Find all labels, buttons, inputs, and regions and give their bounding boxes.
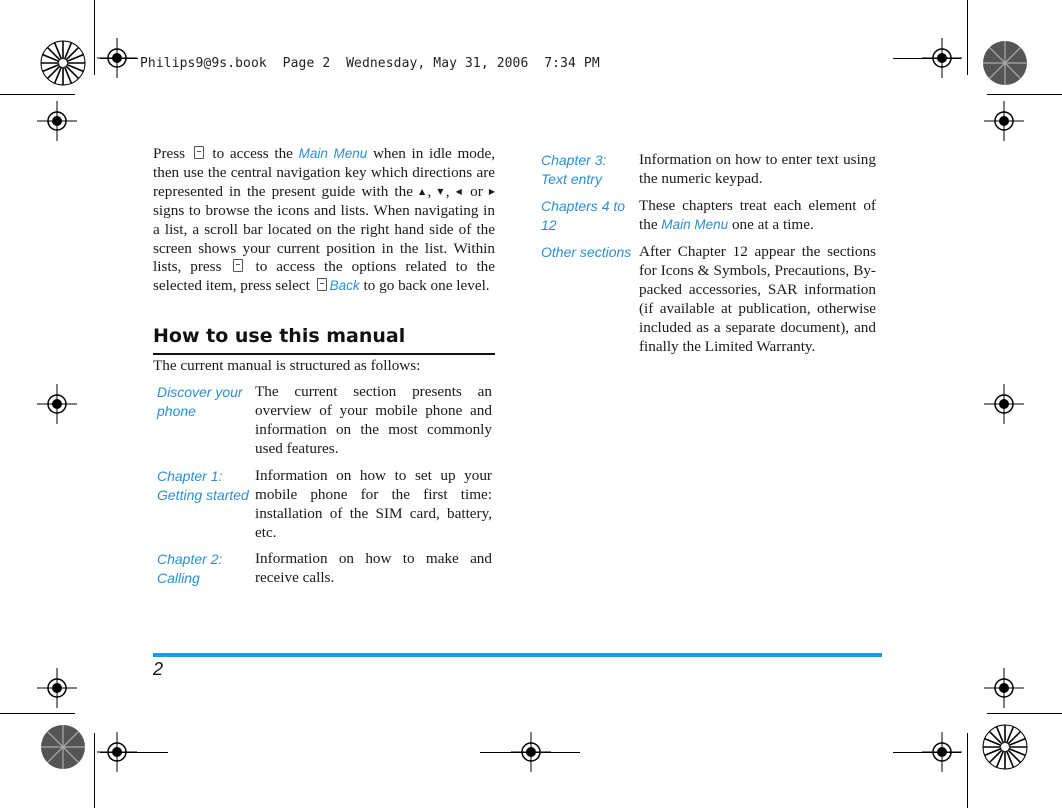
crop-mark (987, 94, 1062, 95)
file-stamp: Philips9@9s.book Page 2 Wednesday, May 31, 2006 7:34 PM (140, 56, 600, 71)
arrow-left-icon: ◀ (455, 186, 465, 196)
entry-term: Chapter 2: Calling (157, 551, 223, 586)
intro-text: to access the options related to the selected item, press select (153, 258, 495, 295)
entry-description-text: one at a time. (728, 215, 814, 233)
entry-description: After Chapter 12 appear the sections for Icons & Symbols, Precautions, By-packed accessories, SAR information (if available at publication, otherwise included as a separate document), and finally the Limited Warranty. (639, 243, 876, 355)
main-menu-link: Main Menu (661, 216, 729, 232)
registration-target-icon (37, 101, 77, 141)
section-heading: How to use this manual (153, 325, 495, 355)
crop-mark (0, 94, 75, 95)
entry-term: Chapter 3: Text entry (541, 152, 607, 187)
intro-text: , (445, 182, 456, 200)
registration-target-icon (984, 101, 1024, 141)
intro-text: when in idle mode, then use the central navigation key which directions are represented in the present guide with the (153, 145, 495, 200)
entry-description: Information on how to set up your mobile phone for the first time: installation of the SIM card, battery, etc. (255, 467, 492, 541)
crop-mark (100, 58, 138, 59)
registration-target-icon (984, 384, 1024, 424)
ok-key-icon (194, 146, 204, 159)
structure-intro: The current manual is structured as follows: (153, 357, 421, 374)
crop-mark (893, 58, 961, 59)
arrow-up-icon: ▲ (419, 186, 428, 196)
page-number: 2 (153, 659, 164, 679)
entry-description: The current section presents an overview of your mobile phone and information on the most commonly used features. (255, 383, 492, 457)
entry-description-text: These chapters treat each element of the (639, 197, 876, 233)
registration-target-icon (37, 384, 77, 424)
intro-paragraph (153, 145, 495, 296)
main-menu-link: Main Menu (298, 146, 368, 161)
intro-text: , (427, 182, 438, 200)
entry-term: Other sections (541, 244, 632, 260)
crop-mark (100, 752, 168, 753)
intro-text: to access the (206, 145, 299, 162)
starburst-mark-icon (40, 724, 86, 770)
intro-text: to go back one level. (359, 277, 490, 295)
softkey-icon (317, 278, 327, 291)
crop-mark (94, 0, 95, 75)
starburst-mark-icon (982, 724, 1028, 770)
entry-term: Discover your phone (157, 384, 243, 419)
crop-mark (94, 733, 95, 808)
entry-description: Information on how to enter text using the numeric keypad. (639, 151, 876, 187)
crop-mark (480, 752, 580, 753)
starburst-mark-icon (40, 40, 86, 86)
ok-key-icon (233, 259, 243, 272)
crop-mark (967, 0, 968, 75)
entry-term: Chapters 4 to 12 (541, 198, 626, 233)
arrow-down-icon: ▼ (437, 186, 446, 196)
entry-description (639, 197, 876, 235)
intro-text: or (464, 182, 489, 200)
intro-text: signs to browse the icons and lists. When navigating in a list, a scroll bar located on the right hand side of the screen shows your current position in the list. Within lists, press (153, 201, 495, 276)
starburst-mark-icon (982, 40, 1028, 86)
arrow-right-icon: ▶ (488, 186, 496, 196)
entry-description: Information on how to make and receive calls. (255, 550, 492, 586)
crop-mark (0, 713, 75, 714)
crop-mark (987, 713, 1062, 714)
registration-target-icon (984, 668, 1024, 708)
registration-target-icon (37, 668, 77, 708)
footer-rule (153, 653, 882, 657)
entry-term: Chapter 1: Getting started (157, 468, 249, 503)
crop-mark (967, 733, 968, 808)
crop-mark (893, 752, 961, 753)
intro-text: Press (153, 145, 191, 162)
back-label: Back (329, 278, 360, 294)
